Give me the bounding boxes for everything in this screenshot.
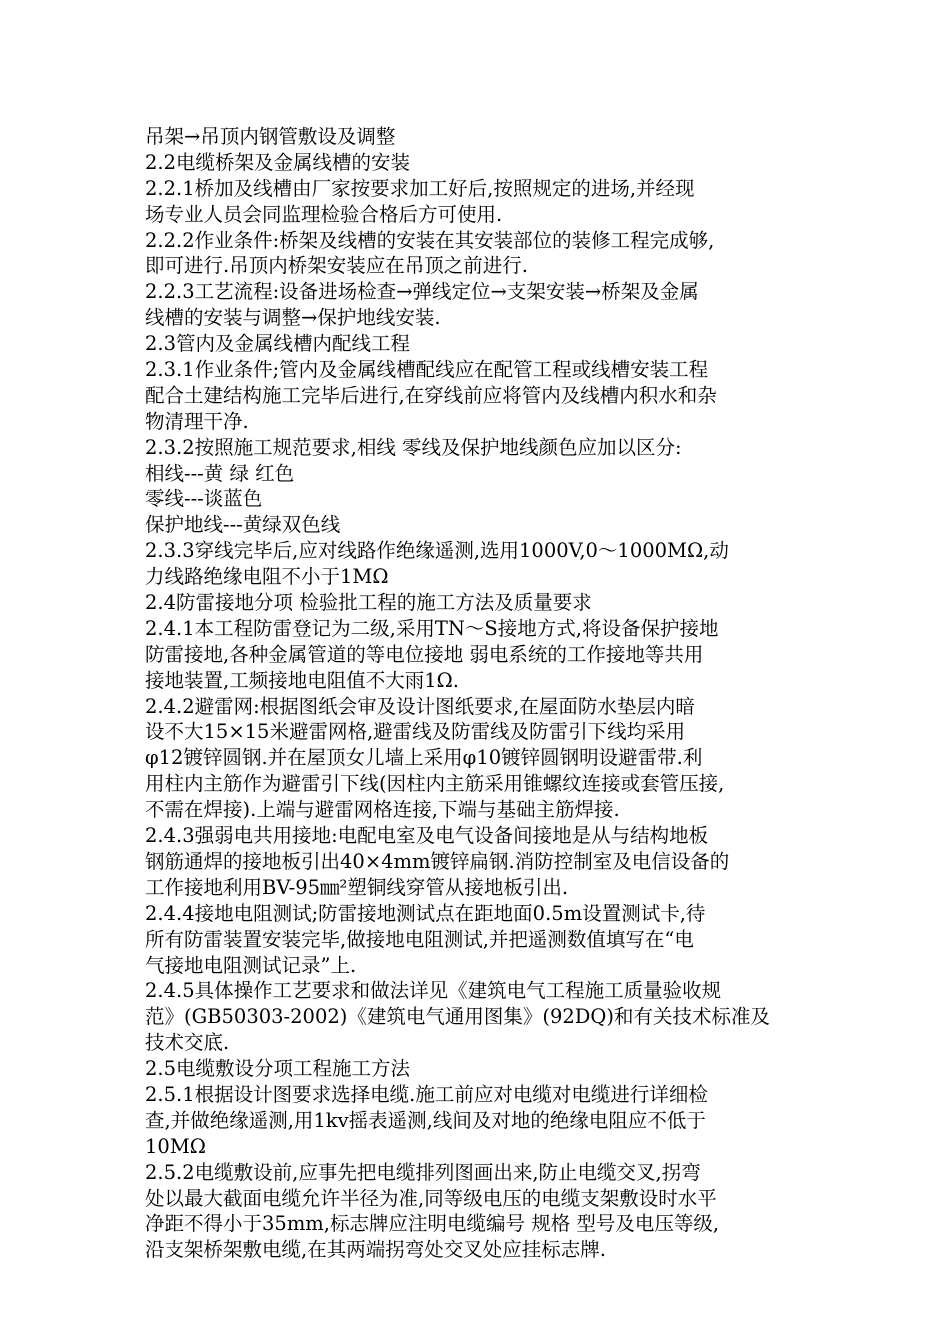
text-line: 设不大15×15米避雷网格,避雷线及防雷线及防雷引下线均采用: [145, 720, 686, 744]
text-line: 工作接地利用BV-95㎜²塑铜线穿管从接地板引出.: [145, 875, 569, 899]
text-line: 2.3.2按照施工规范要求,相线 零线及保护地线颜色应加以区分:: [145, 435, 682, 459]
text-line: 范》(GB50303-2002)《建筑电气通用图集》(92DQ)和有关技术标准及: [145, 1005, 771, 1029]
text-line: 2.5电缆敷设分项工程施工方法: [145, 1057, 411, 1081]
text-line: 技术交底.: [145, 1031, 230, 1055]
document-body: [145, 124, 825, 1263]
text-line: 2.4.1本工程防雷登记为二级,采用TN～S接地方式,将设备保护接地: [145, 616, 719, 640]
text-line: 2.2.2作业条件:桥架及线槽的安装在其安装部位的装修工程完成够,: [145, 228, 715, 252]
text-line: 处以最大截面电缆允许半径为准,同等级电压的电缆支架敷设时水平: [145, 1186, 717, 1210]
text-line: 钢筋通焊的接地板引出40×4mm镀锌扁钢.消防控制室及电信设备的: [145, 849, 730, 873]
text-line: 用柱内主筋作为避雷引下线(因柱内主筋采用锥螺纹连接或套管压接,: [145, 772, 725, 796]
text-line: 查,并做绝缘遥测,用1kv摇表遥测,线间及对地的绝缘电阻应不低于: [145, 1108, 706, 1132]
text-line: 不需在焊接).上端与避雷网格连接,下端与基础主筋焊接.: [145, 798, 620, 822]
text-line: 2.2电缆桥架及金属线槽的安装: [145, 150, 411, 174]
text-line: 2.4.5具体操作工艺要求和做法详见《建筑电气工程施工质量验收规: [145, 979, 722, 1003]
text-line: 吊架→吊顶内钢管敷设及调整: [145, 125, 396, 148]
text-line: 物清理干净.: [145, 409, 249, 433]
text-line: 保护地线---黄绿双色线: [145, 513, 341, 537]
text-line: φ12镀锌圆钢.并在屋顶女儿墙上采用φ10镀锌圆钢明设避雷带.利: [145, 746, 703, 770]
text-line: 2.4防雷接地分项 检验批工程的施工方法及质量要求: [145, 591, 592, 615]
text-line: 2.2.3工艺流程:设备进场检查→弹线定位→支架安装→桥架及金属: [145, 280, 699, 304]
text-line: 2.4.3强弱电共用接地:电配电室及电气设备间接地是从与结构地板: [145, 824, 709, 848]
text-line: 2.5.2电缆敷设前,应事先把电缆排列图画出来,防止电缆交叉,拐弯: [145, 1160, 701, 1184]
text-line: 2.3.1作业条件;管内及金属线槽配线应在配管工程或线槽安装工程: [145, 358, 709, 382]
text-line: 2.3管内及金属线槽内配线工程: [145, 332, 411, 356]
text-line: 即可进行.吊顶内桥架安装应在吊顶之前进行.: [145, 254, 528, 278]
text-line: 2.5.1根据设计图要求选择电缆.施工前应对电缆对电缆进行详细检: [145, 1082, 708, 1106]
text-line: 气接地电阻测试记录”上.: [145, 953, 357, 977]
text-line: 10MΩ: [145, 1134, 206, 1158]
text-line: 2.2.1桥加及线槽由厂家按要求加工好后,按照规定的进场,并经现: [145, 176, 695, 200]
text-line: 配合土建结构施工完毕后进行,在穿线前应将管内及线槽内积水和杂: [145, 383, 717, 407]
text-line: 2.4.2避雷网:根据图纸会审及设计图纸要求,在屋面防水垫层内暗: [145, 694, 695, 718]
text-line: 场专业人员会同监理检验合格后方可使用.: [145, 202, 503, 226]
text-line: 接地装置,工频接地电阻值不大雨1Ω.: [145, 668, 459, 692]
text-line: 相线---黄 绿 红色: [145, 461, 295, 485]
text-line: 沿支架桥架敷电缆,在其两端拐弯处交叉处应挂标志牌.: [145, 1238, 606, 1262]
text-line: 防雷接地,各种金属管道的等电位接地 弱电系统的工作接地等共用: [145, 642, 704, 666]
text-line: 2.3.3穿线完毕后,应对线路作绝缘遥测,选用1000V,0～1000MΩ,动: [145, 539, 729, 563]
text-line: 所有防雷装置安装完毕,做接地电阻测试,并把遥测数值填写在“电: [145, 927, 694, 951]
text-line: 线槽的安装与调整→保护地线安装.: [145, 306, 441, 330]
text-line: 零线---谈蓝色: [145, 487, 263, 511]
text-line: 2.4.4接地电阻测试;防雷接地测试点在距地面0.5m设置测试卡,待: [145, 901, 706, 925]
text-line: 力线路绝缘电阻不小于1MΩ: [145, 565, 389, 589]
text-line: 净距不得小于35mm,标志牌应注明电缆编号 规格 型号及电压等级,: [145, 1212, 720, 1236]
